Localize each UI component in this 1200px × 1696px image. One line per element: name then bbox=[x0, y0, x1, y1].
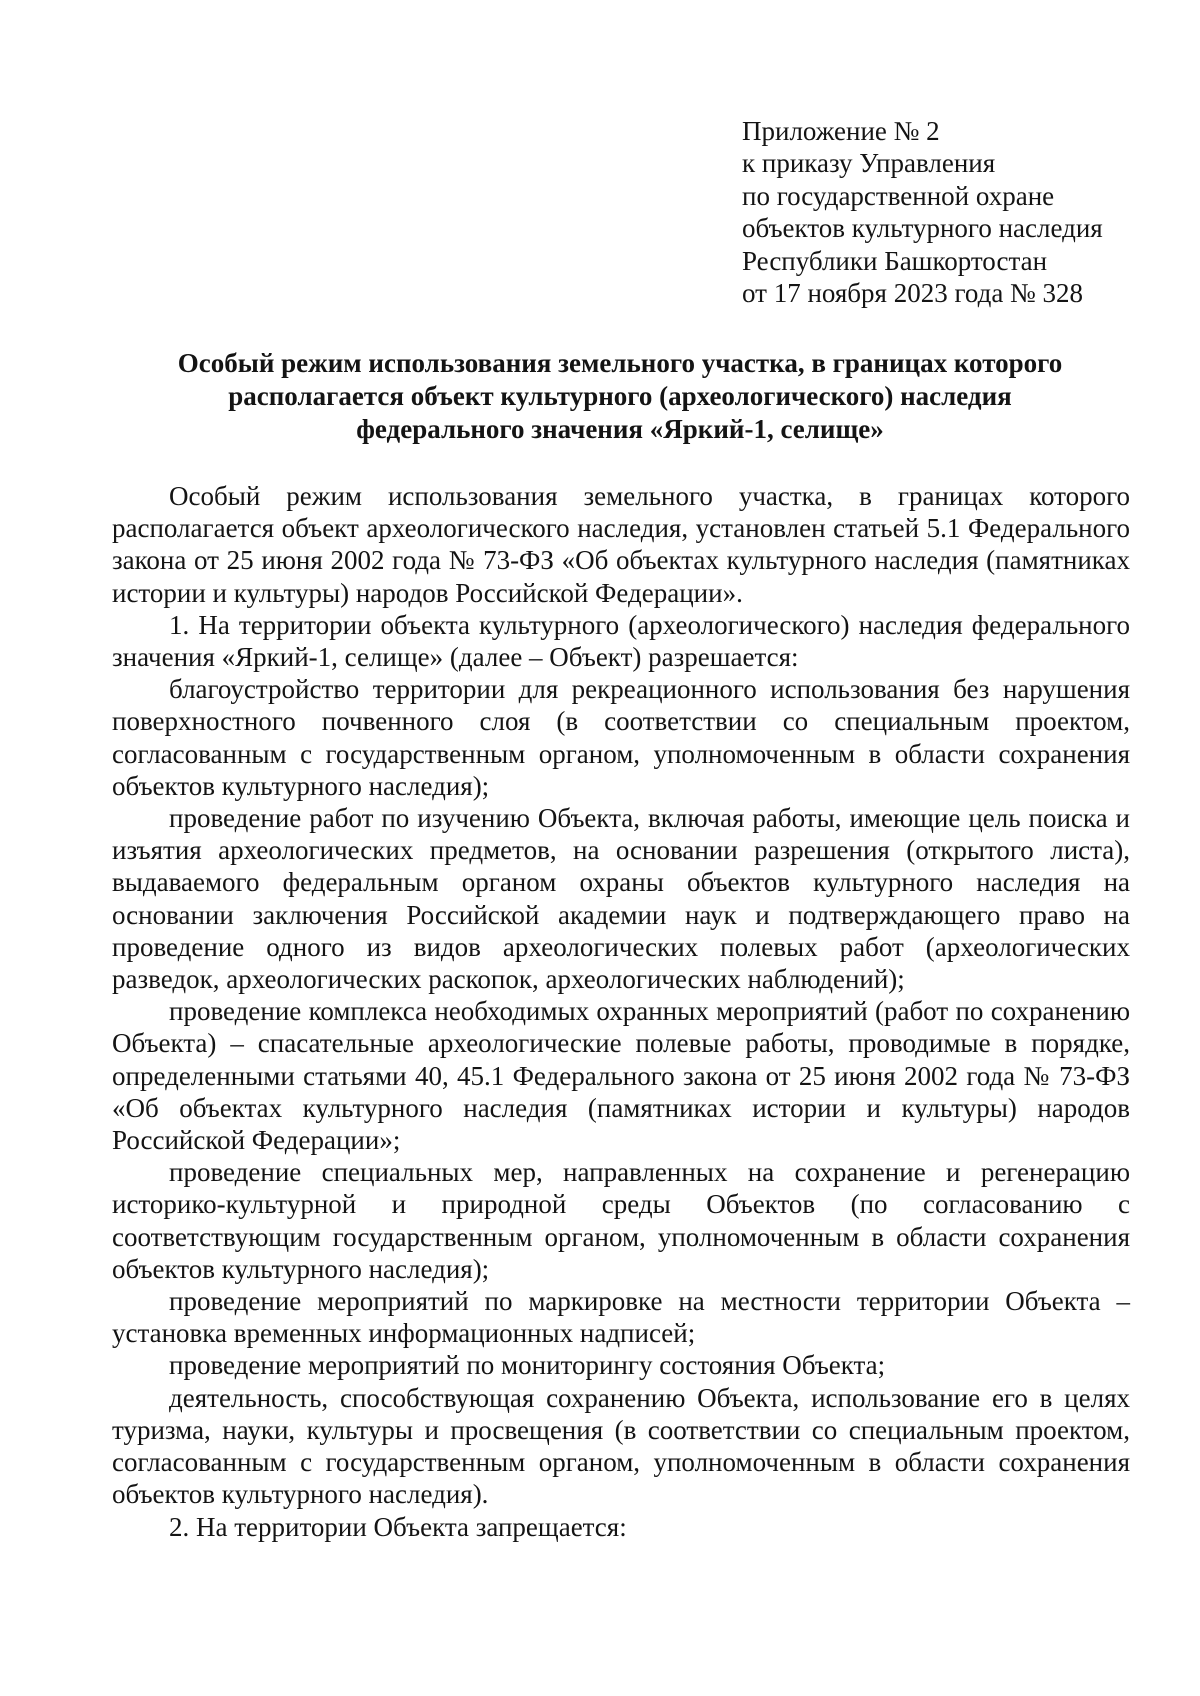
paragraph-marking: проведение мероприятий по маркировке на местности территории Объекта – установка временных информационных надписей; bbox=[112, 1286, 1130, 1349]
annex-line: Приложение № 2 bbox=[742, 116, 940, 146]
annex-line: к приказу Управления bbox=[742, 148, 996, 179]
paragraph-special-measures: проведение специальных мер, направленных на сохранение и регенерацию историко-культурной и природной среды Объектов (по согласованию с соответствующим государственным органом, уполномоченным в области сохранения объектов культурного наследия); bbox=[112, 1157, 1130, 1284]
title-line: Особый режим использования земельного участка, в границах которого bbox=[177, 348, 1063, 378]
document-title bbox=[110, 347, 1130, 446]
annex-line: по государственной охране bbox=[742, 180, 1055, 211]
paragraph-protection: проведение комплекса необходимых охранных мероприятий (работ по сохранению Объекта) – спасательные археологические полевые работы, проводимые в порядке, определенными статьями 40, 45.1 Федерального закона от 25 июня 2002 года № 73-ФЗ «Об объектах культурного наследия (памятниках истории и культуры) народов Российской Федерации»; bbox=[112, 996, 1130, 1156]
paragraph-activity: деятельность, способствующая сохранению Объекта, использование его в целях туризма, науки, культуры и просвещения (в соответствии со специальным проектом, согласованным с государственным органом, уполномоченным в области сохранения объектов культурного наследия). bbox=[112, 1382, 1130, 1510]
annex-line: объектов культурного наследия bbox=[742, 213, 1103, 244]
annex-line: от 17 ноября 2023 года № 328 bbox=[742, 278, 1084, 309]
title-line: федерального значения «Яркий-1, селище» bbox=[356, 414, 884, 444]
title-line: располагается объект культурного (археологического) наследия bbox=[228, 381, 1012, 411]
paragraph-research: проведение работ по изучению Объекта, включая работы, имеющие цель поиска и изъятия археологических предметов, на основании разрешения (открытого листа), выдаваемого федеральным органом охраны объектов культурного наследия на основании заключения Российской академии наук и подтверждающего право на проведение одного из видов археологических полевых работ (археологических разведок, археологических раскопок, археологических наблюдений); bbox=[112, 803, 1130, 995]
paragraph-landscaping: благоустройство территории для рекреационного использования без нарушения поверхностного почвенного слоя (в соответствии со специальным проектом, согласованным с государственным органом, уполномоченным в области сохранения объектов культурного наследия); bbox=[112, 674, 1130, 801]
paragraph-section-2: 2. На территории Объекта запрещается: bbox=[169, 1511, 627, 1542]
paragraph-intro: Особый режим использования земельного участка, в границах которого располагается объект археологического наследия, установлен статьей 5.1 Федерального закона от 25 июня 2002 года № 73-ФЗ «Об объектах культурного наследия (памятниках истории и культуры) народов Российской Федерации». bbox=[112, 481, 1130, 608]
document-body bbox=[112, 480, 1130, 1543]
paragraph-monitoring: проведение мероприятий по мониторингу состояния Объекта; bbox=[169, 1350, 886, 1381]
annex-line: Республики Башкортостан bbox=[742, 245, 1048, 276]
annex-header bbox=[742, 115, 1162, 309]
paragraph-section-1: 1. На территории объекта культурного (археологического) наследия федерального значения «Яркий-1, селище» (далее – Объект) разрешается: bbox=[112, 609, 1130, 673]
